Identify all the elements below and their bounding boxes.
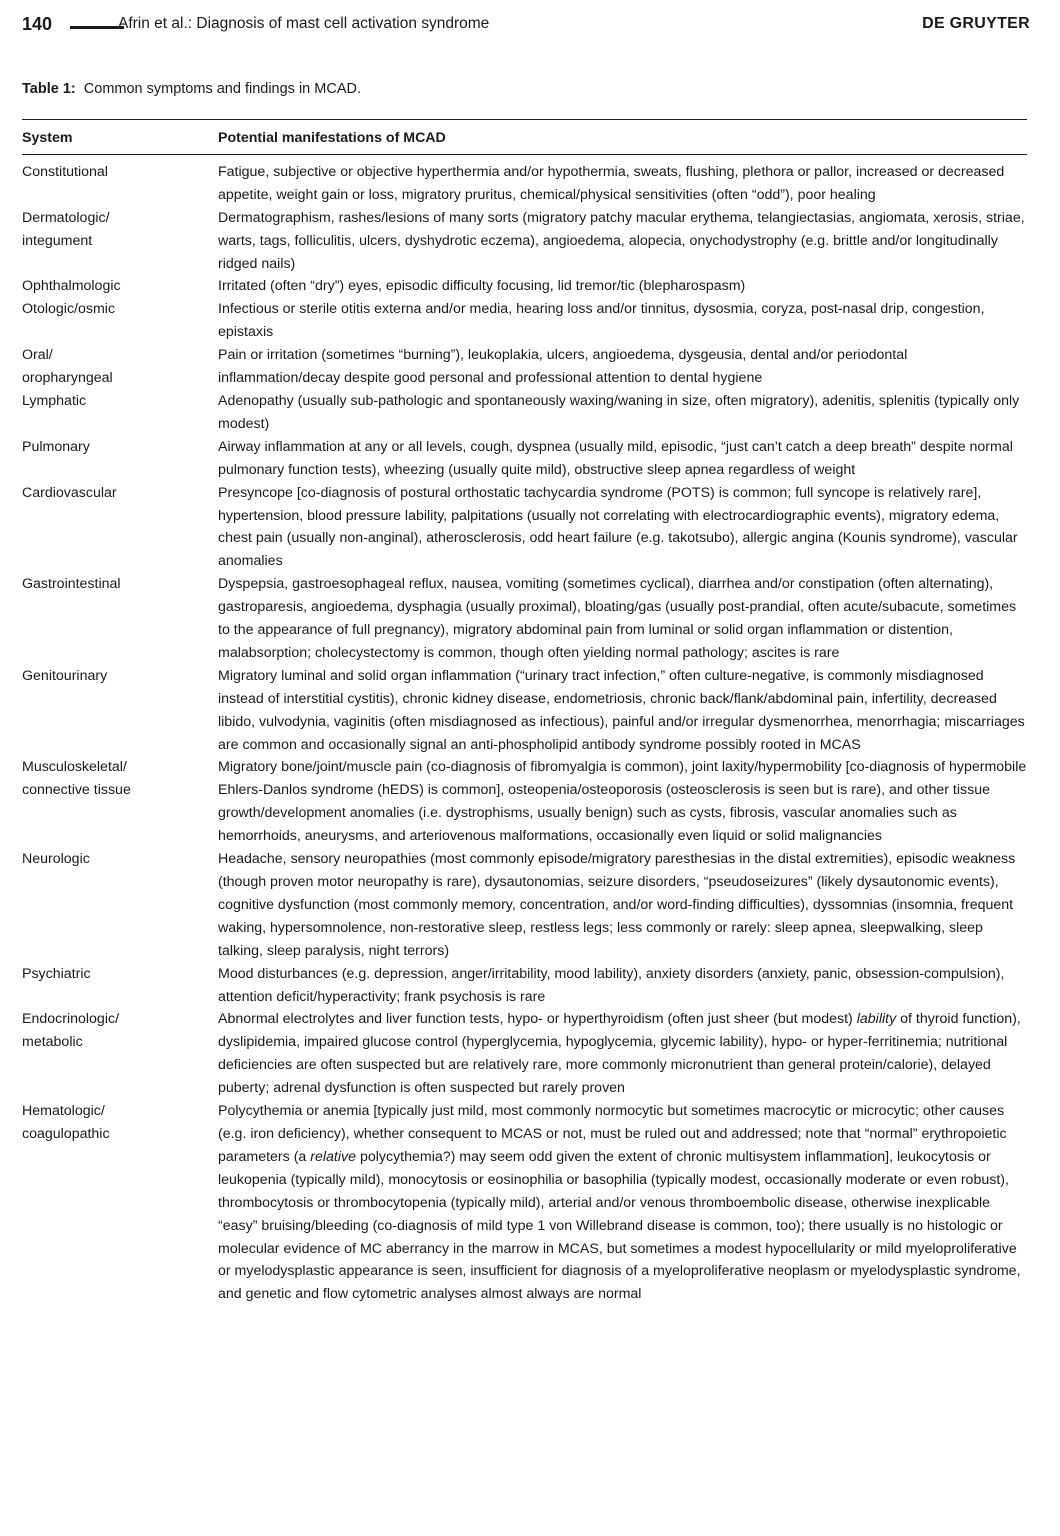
column-header-system: System	[22, 120, 218, 155]
system-cell: Lymphatic	[22, 392, 87, 409]
system-cell: Pulmonary	[22, 438, 90, 455]
system-cell: Constitutional	[22, 163, 108, 180]
system-cell: Dermatologic/ integument	[22, 209, 110, 249]
system-cell: Hematologic/ coagulopathic	[22, 1103, 110, 1142]
system-cell: Musculoskeletal/ connective tissue	[22, 759, 131, 799]
manifestations-cell: Fatigue, subjective or objective hyperthermia and/or hypothermia, sweats, flushing, plethora or pallor, increased or decreased appetite, weight gain or loss, migratory pruritus, chemical/physical sensitivities (often “odd”), poor healing	[218, 163, 1005, 203]
system-cell: Cardiovascular	[22, 484, 117, 501]
table-header	[22, 120, 1027, 155]
italic-term: lability	[856, 1011, 897, 1028]
manifestations-cell	[218, 1100, 1027, 1306]
italic-term: relative	[310, 1148, 357, 1165]
manifestations-cell: Migratory luminal and solid organ inflammation (“urinary tract infection,” often culture-negative, is commonly misdiagnosed instead of interstitial cystitis), chronic kidney disease, endometriosis, chronic back/flank/abdominal pain, infertility, decreased libido, vulvodynia, vaginitis (often misdiagnosed as infectious), painful and/or irregular dysmenorrhea, menorrhagia; miscarriages are common and occasionally signal an anti-phospholipid antibody syndrome possibly rooted in MCAS	[218, 667, 1025, 753]
table-row	[22, 482, 1027, 574]
manifestations-cell: Irritated (often “dry”) eyes, episodic difficulty focusing, lid tremor/tic (blepharospasm)	[218, 278, 746, 295]
system-cell: Otologic/osmic	[22, 301, 116, 318]
manifestations-cell: Presyncope [co-diagnosis of postural orthostatic tachycardia syndrome (POTS) is common; full syncope is relatively rare], hypertension, blood pressure lability, palpitations (usually not correlating with electrocardiographic events), migratory edema, chest pain (usually non-anginal), atherosclerosis, odd heart failure (e.g. takotsubo), allergic angina (Kounis syndrome), vascular anomalies	[218, 484, 1018, 570]
table-row	[22, 756, 1027, 848]
table-caption-text: Common symptoms and findings in MCAD.	[83, 81, 361, 97]
manifestation-text: Abnormal electrolytes and liver function tests, hypo- or hyperthyroidism (often just sheer (but modest)	[218, 1011, 857, 1028]
manifestations-cell	[218, 1008, 1027, 1100]
table-row	[22, 436, 1027, 482]
table-body	[22, 154, 1027, 1306]
running-header	[22, 14, 1030, 40]
table-row	[22, 275, 1027, 298]
publisher-name: DE GRUYTER	[922, 15, 1030, 32]
table-row	[22, 573, 1027, 665]
manifestation-text: of thyroid function), dyslipidemia, impaired glucose control (hyperglycemia, hypoglycemia, glycemic lability), hypo- or hyper-ferritinemia; nutritional deficiencies are often suspected but are relatively rare, more commonly micronutrient than general protein/calorie), delayed puberty; adrenal dysfunction is often suspected but rarely proven	[218, 1011, 1021, 1097]
system-cell: Neurologic	[22, 851, 90, 868]
table-row	[22, 848, 1027, 963]
table-row	[22, 154, 1027, 206]
system-cell: Ophthalmologic	[22, 278, 121, 295]
table-caption	[22, 81, 361, 97]
manifestations-cell: Airway inflammation at any or all levels, cough, dyspnea (usually mild, episodic, “just can’t catch a deep breath” despite normal pulmonary function tests), wheezing (usually quite mild), obstructive sleep apnea regardless of weight	[218, 438, 1013, 478]
system-cell: Psychiatric	[22, 965, 91, 982]
system-cell: Genitourinary	[22, 667, 108, 684]
table-row	[22, 207, 1027, 276]
table-row	[22, 1008, 1027, 1100]
symptoms-table	[22, 119, 1027, 1306]
table-header-row	[22, 120, 1027, 155]
table-row	[22, 344, 1027, 390]
manifestations-cell: Headache, sensory neuropathies (most commonly episode/migratory paresthesias in the distal extremities), episodic weakness (though proven motor neuropathy is rare), dysautonomias, seizure disorders, “pseudoseizures” (likely dysautonomic events), cognitive dysfunction (most commonly memory, concentration, and/or word-finding difficulties), dyssomnias (insomnia, frequent waking, hypersomnolence, non-restorative sleep, restless legs; less commonly or rarely: sleep apnea, sleepwalking, sleep talking, sleep paralysis, night terrors)	[218, 851, 1016, 959]
manifestation-text: polycythemia?) may seem odd given the extent of chronic multisystem inflammation], leukocytosis or leukopenia (typically mild), monocytosis or eosinophilia or basophilia (typically modest, occasionally moderate or even robust), thrombocytosis or thrombocytopenia (typically mild), arterial and/or venous thromboembolic disease, otherwise inexplicable “easy” bruising/bleeding (co-diagnosis of mild type 1 von Willebrand disease is common, too); there usually is no histologic or molecular evidence of MC aberrancy in the marrow in MCAS, but sometimes a modest hypocellularity or mild myeloproliferative or myelodysplastic appearance is seen, insufficient for diagnosis of a myeloproliferative neoplasm or myelodysplastic syndrome, and genetic and flow cytometric analyses almost always are normal	[218, 1148, 1021, 1303]
manifestations-cell: Adenopathy (usually sub-pathologic and spontaneously waxing/waning in size, often migratory), adenitis, splenitis (typically only modest)	[218, 392, 1020, 432]
table-caption-label: Table 1:	[22, 81, 76, 97]
header-dash	[70, 26, 124, 29]
manifestations-cell: Migratory bone/joint/muscle pain (co-diagnosis of fibromyalgia is common), joint laxity/hypermobility [co-diagnosis of hypermobile Ehlers-Danlos syndrome (hEDS) is common], osteopenia/osteoporosis (osteosclerosis is seen but is rare), and other tissue growth/development anomalies (i.e. dystrophisms, usually benign) such as cysts, fibrosis, vascular anomalies such as hemorrhoids, aneurysms, and arteriovenous malformations, occasionally even liquid or solid malignancies	[218, 759, 1027, 845]
manifestations-cell: Infectious or sterile otitis externa and/or media, hearing loss and/or tinnitus, dysosmia, coryza, post-nasal drip, congestion, epistaxis	[218, 301, 985, 341]
manifestation-text: Polycythemia or anemia [typically just mild, most commonly normocytic but sometimes macrocytic or microcytic; other causes (e.g. iron deficiency), whether consequent to MCAS or not, must be ruled out and addressed; note that “normal” erythropoietic parameters (a	[218, 1103, 1007, 1165]
manifestations-cell: Dermatographism, rashes/lesions of many sorts (migratory patchy macular erythema, telangiectasias, angiomata, xerosis, striae, warts, tags, folliculitis, ulcers, dyshydrotic eczema), angioedema, alopecia, onychodystrophy (e.g. brittle and/or longitudinally ridged nails)	[218, 209, 1025, 272]
page-number: 140	[22, 14, 53, 34]
manifestations-cell: Dyspepsia, gastroesophageal reflux, nausea, vomiting (sometimes cyclical), diarrhea and/or constipation (often alternating), gastroparesis, angioedema, dysphagia (usually proximal), bloating/gas (usually post-prandial, often acute/subacute, sometimes to the appearance of full pregnancy), migratory abdominal pain from luminal or solid organ inflammation or distention, malabsorption; cholecystectomy is common, though often yielding normal pathology; ascites is rare	[218, 576, 1017, 661]
table-row	[22, 1100, 1027, 1306]
table-row	[22, 665, 1027, 757]
column-header-manifestations: Potential manifestations of MCAD	[218, 120, 1027, 155]
system-cell: Endocrinologic/ metabolic	[22, 1011, 120, 1051]
running-title: Afrin et al.: Diagnosis of mast cell activation syndrome	[118, 15, 490, 32]
system-cell: Gastrointestinal	[22, 576, 121, 593]
table-row	[22, 390, 1027, 436]
manifestations-cell: Pain or irritation (sometimes “burning”), leukoplakia, ulcers, angioedema, dysgeusia, dental and/or periodontal inflammation/decay despite good personal and professional attention to dental hygiene	[218, 347, 908, 387]
table-row	[22, 963, 1027, 1009]
system-cell: Oral/ oropharyngeal	[22, 347, 113, 387]
table-row	[22, 298, 1027, 344]
manifestations-cell: Mood disturbances (e.g. depression, anger/irritability, mood lability), anxiety disorders (anxiety, panic, obsession-compulsion), attention deficit/hyperactivity; frank psychosis is rare	[218, 965, 1005, 1005]
